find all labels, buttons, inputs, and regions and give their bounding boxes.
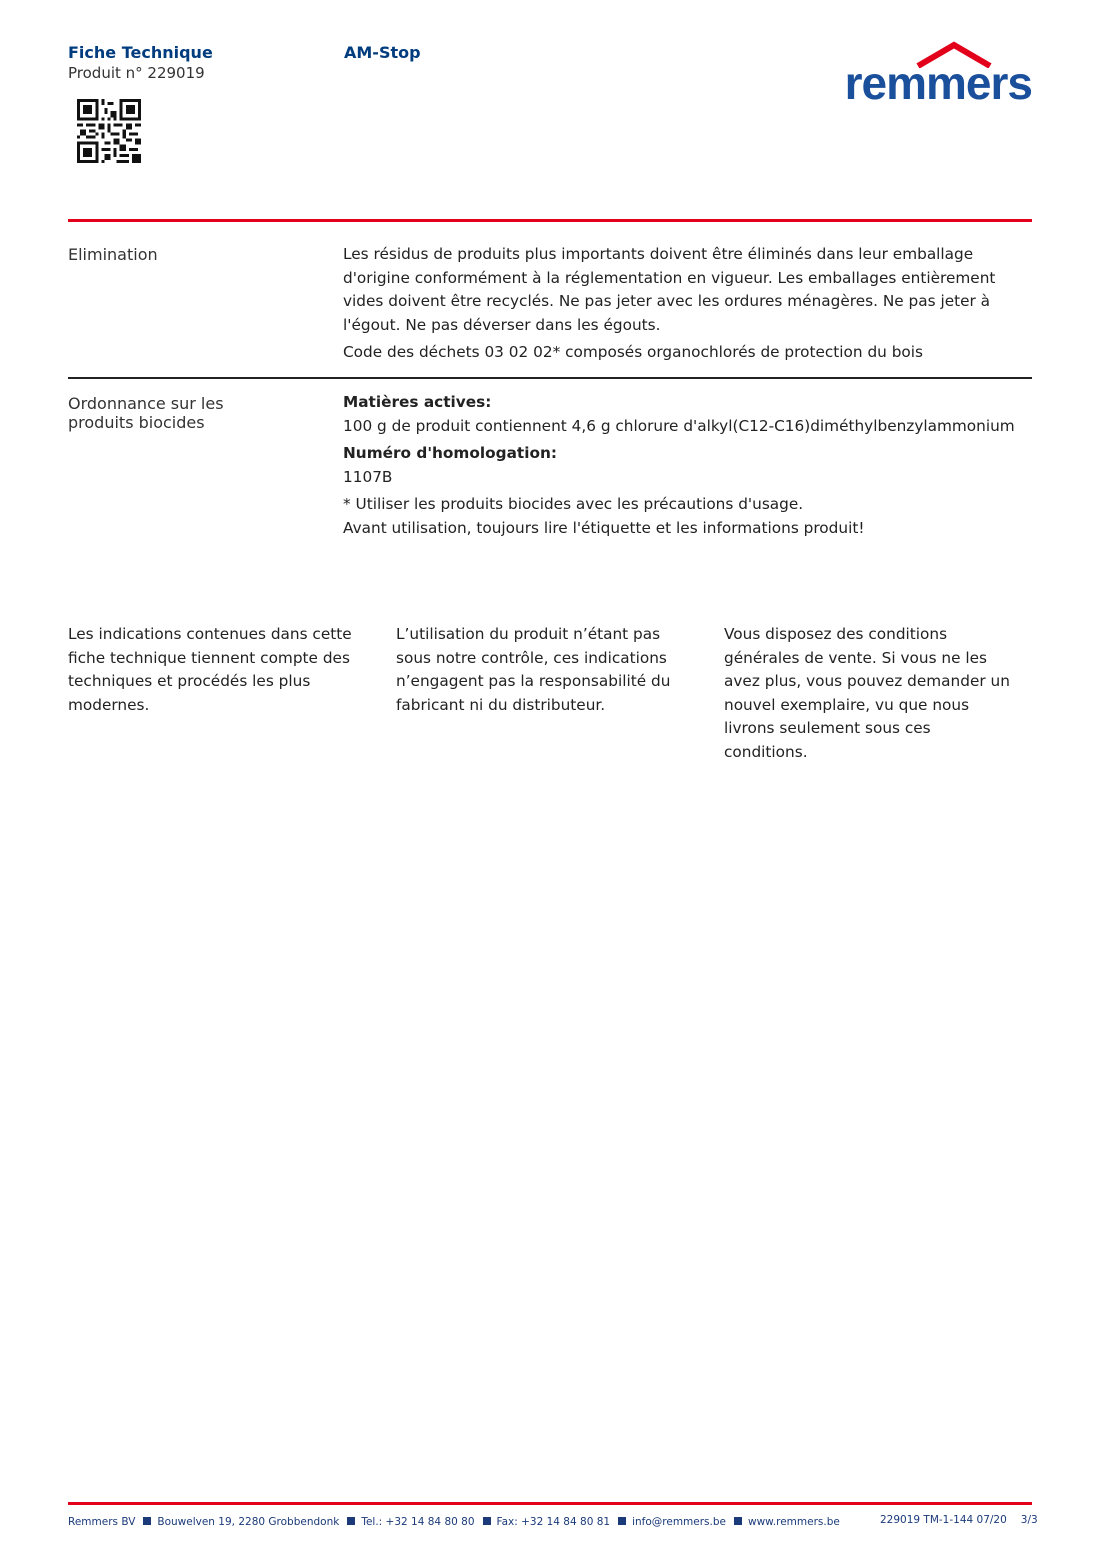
bullet-square-icon — [618, 1517, 626, 1525]
footer-email-link[interactable]: info@remmers.be — [632, 1516, 726, 1528]
remmers-logo[interactable] — [826, 40, 1032, 110]
footer-address: Bouwelven 19, 2280 Grobbendonk — [157, 1516, 340, 1528]
biocide-warning-read: Avant utilisation, toujours lire l'étiquette et les informations produit! — [343, 518, 865, 537]
active-substances-heading: Matières actives: — [343, 393, 492, 411]
footer-website-link[interactable]: www.remmers.be — [747, 1516, 840, 1528]
bullet-square-icon — [143, 1517, 151, 1525]
bullet-square-icon — [483, 1517, 491, 1525]
note-column-3: Vous disposez des conditions générales de vente. Si vous ne les avez plus, vous pouvez demander un nouvel exemplaire, vu que nous livrons seulement sous ces conditions. — [724, 625, 1010, 761]
section-divider — [68, 377, 1032, 379]
waste-code: Code des déchets 03 02 02* composés organochlorés de protection du bois — [343, 343, 923, 361]
note-column-2: L’utilisation du produit n’étant pas sous notre contrôle, ces indications n’engagent pas la responsabilité du fabricant ni du distributeur. — [396, 625, 671, 714]
biocide-warning: * Utiliser les produits biocides avec les précautions d'usage. — [343, 495, 804, 513]
header-divider — [68, 219, 1032, 222]
doc-code: 229019 TM-1-144 07/20 — [880, 1514, 1007, 1526]
product-number: Produit n° 229019 — [68, 64, 205, 82]
label-line: produits biocides — [68, 413, 205, 432]
section-content-elimination — [343, 243, 1033, 369]
footer-divider — [68, 1502, 1032, 1505]
elimination-paragraph: Les résidus de produits plus importants doivent être éliminés dans leur emballage d'origine conformément à la réglementation en vigueur. Les emballages entièrement vides doivent être recyclés. Ne pas jeter avec les ordures ménagères. Ne pas jeter à l'égout. Ne pas déverser dans les égouts. — [343, 245, 996, 334]
label-line: Ordonnance sur les — [68, 394, 224, 413]
homologation-value: 1107B — [343, 467, 393, 486]
section-label-biocides — [68, 394, 318, 432]
active-substances-text: 100 g de produit contiennent 4,6 g chlorure d'alkyl(C12-C16)diméthylbenzylammonium — [343, 416, 1015, 435]
footer-tel[interactable]: Tel.: +32 14 84 80 80 — [361, 1516, 475, 1528]
brand-wordmark: remmers — [844, 57, 1032, 109]
footer-company: Remmers BV — [68, 1516, 136, 1528]
footer-doc-info — [880, 1514, 1038, 1526]
section-content-biocides — [343, 391, 1033, 544]
footer-contact — [68, 1516, 840, 1528]
product-name: AM-Stop — [344, 43, 421, 62]
qr-code-icon[interactable] — [77, 99, 141, 163]
doc-type-title: Fiche Technique — [68, 43, 213, 62]
note-column-1: Les indications contenues dans cette fiche technique tiennent compte des techniques et procédés les plus modernes. — [68, 625, 352, 714]
section-label-elimination: Elimination — [68, 245, 158, 264]
bullet-square-icon — [734, 1517, 742, 1525]
homologation-heading: Numéro d'homologation: — [343, 444, 557, 462]
bullet-square-icon — [347, 1517, 355, 1525]
footer-fax: Fax: +32 14 84 80 81 — [496, 1516, 611, 1528]
page-number: 3/3 — [1020, 1514, 1038, 1526]
